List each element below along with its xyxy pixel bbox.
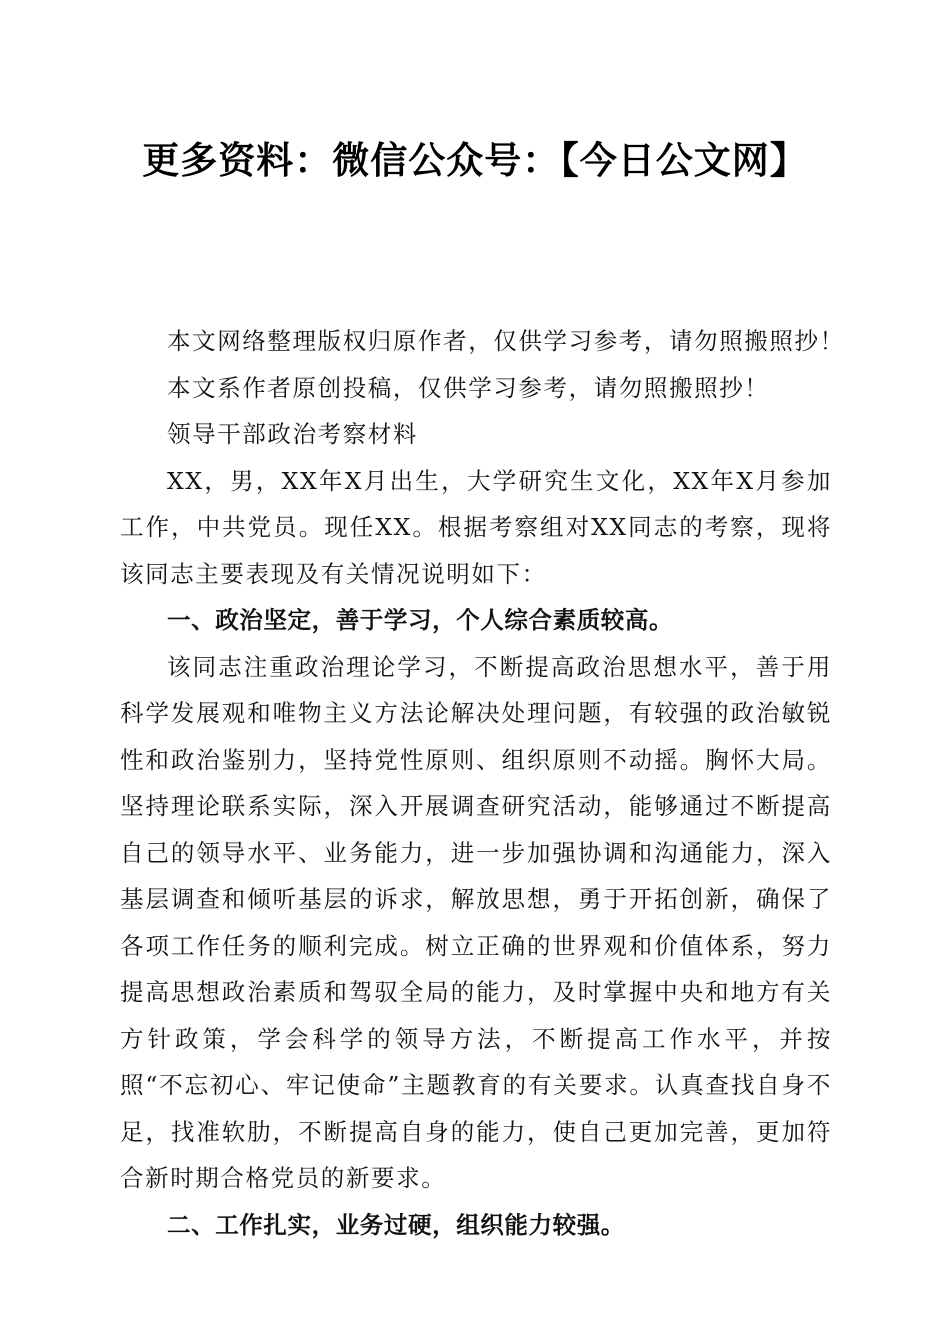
document-title: 领导干部政治考察材料 <box>167 420 418 448</box>
document-body <box>120 318 845 1248</box>
section-2-heading: 二、工作扎实，业务过硬，组织能力较强。 <box>167 1210 625 1239</box>
intro-paragraph: XX，男，XX年X月出生，大学研究生文化，XX年X月参加工作，中共党员。现任XX。根据考察组对XX同志的考察，现将该同志主要表现及有关情况说明如下： <box>120 466 832 588</box>
disclaimer-line-2: 本文系作者原创投稿，仅供学习参考，请勿照搬照抄！ <box>167 373 770 402</box>
disclaimer-line-1: 本文网络整理版权归原作者，仅供学习参考，请勿照搬照抄！ <box>167 327 845 355</box>
section-1-paragraph: 该同志注重政治理论学习，不断提高政治思想水平，善于用科学发展观和唯物主义方法论解决处理问题，有较强的政治敏锐性和政治鉴别力，坚持党性原则、组织原则不动摇。胸怀大局。坚持理论联系实际，深入开展调查研究活动，能够通过不断提高自己的领导水平、业务能力，进一步加强协调和沟通能力，深入基层调查和倾听基层的诉求，解放思想，勇于开拓创新，确保了各项工作任务的顺利完成。树立正确的世界观和价值体系，努力提高思想政治素质和驾驭全局的能力，及时掌握中央和地方有关方针政策，学会科学的领导方法，不断提高工作水平，并按照“不忘初心、牢记使命”主题教育的有关要求。认真查找自身不足，找准软肋，不断提高自身的能力，使自己更加完善，更加符合新时期合格党员的新要求。 <box>120 652 832 1192</box>
section-1-heading: 一、政治坚定，善于学习，个人综合素质较高。 <box>167 606 674 634</box>
promo-banner: 更多资料：微信公众号：【今日公文网】 <box>142 138 808 182</box>
